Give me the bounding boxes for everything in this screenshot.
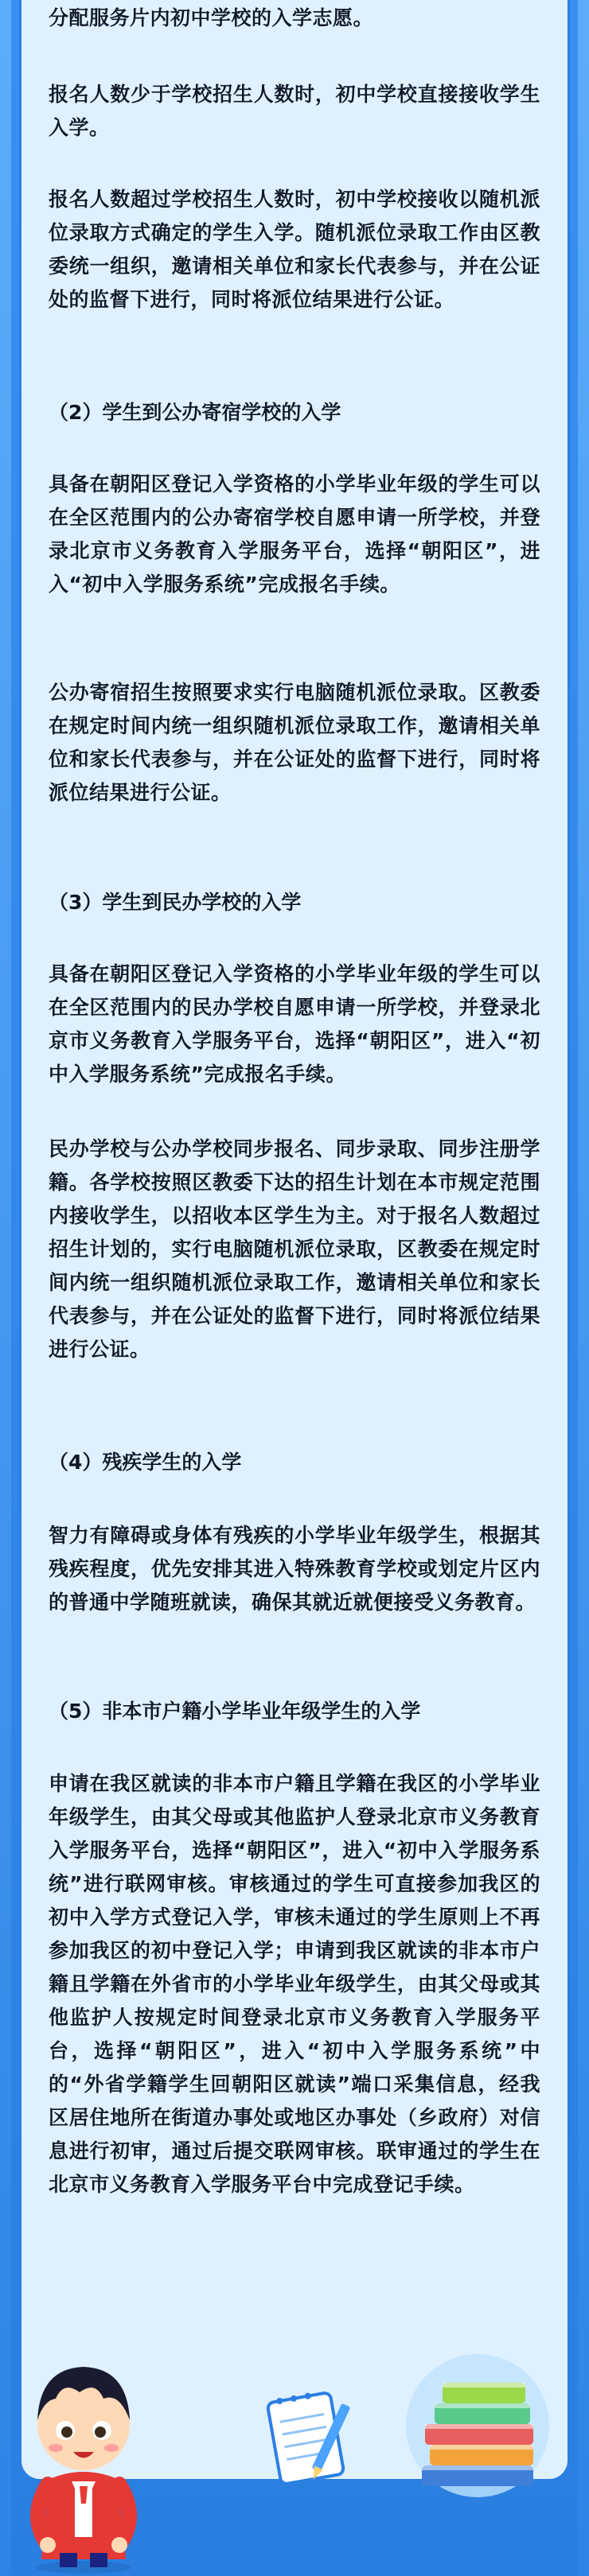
content-panel: [19, 0, 570, 2481]
section-title-public-boarding: （2）学生到公办寄宿学校的入学: [49, 401, 341, 424]
paragraph-private-enrollment: 民办学校与公办学校同步报名、同步录取、同步注册学籍。各学校按照区教委下达的招生计划在本市规定范围内接收学生，以招收本区学生为主。对于报名人数超过招生计划的，实行电脑随机派位录取，区教委在规定时间内统一组织随机派位录取工作，邀请相关单位和家长代表参与，并在公证处的监督下进行，同时将派位结果进行公证。: [49, 1137, 540, 1361]
notebook-pen-icon: [263, 2386, 358, 2489]
paragraph-fewer-applicants: 报名人数少于学校招生人数时，初中学校直接接收学生入学。: [49, 83, 540, 139]
paragraph-more-applicants: 报名人数超过学校招生人数时，初中学校接收以随机派位录取方式确定的学生入学。随机派位录取工作由区教委统一组织，邀请相关单位和家长代表参与，并在公证处的监督下进行，同时将派位结果进行公证。: [49, 188, 540, 311]
left-decorative-stripe: [0, 0, 11, 2576]
section-title-non-local-students: （5）非本市户籍小学毕业年级学生的入学: [49, 1700, 421, 1723]
stack-of-books-icon: [398, 2346, 549, 2505]
section-title-private-school: （3）学生到民办学校的入学: [49, 891, 302, 914]
section-title-disabled-students: （4）残疾学生的入学: [49, 1451, 242, 1474]
paragraph-private-application: 具备在朝阳区登记入学资格的小学毕业年级的学生可以在全区范围内的民办学校自愿申请一所学校，并登录北京市义务教育入学服务平台，选择“朝阳区”，进入“初中入学服务系统”完成报名手续。: [49, 962, 540, 1086]
right-decorative-stripe: [578, 0, 589, 2576]
paragraph-non-local-students: 申请在我区就读的非本市户籍且学籍在我区的小学毕业年级学生，由其父母或其他监护人登录北京市义务教育入学服务平台，选择“朝阳区”，进入“初中入学服务系统”进行联网审核。审核通过的学生可直接参加我区的初中入学方式登记入学，审核未通过的学生原则上不再参加我区的初中登记入学；申请到我区就读的非本市户籍且学籍在外省市的小学毕业年级学生，由其父母或其他监护人按规定时间登录北京市义务教育入学服务平台，选择“朝阳区”，进入“初中入学服务系统”中的“外省学籍学生回朝阳区就读”端口采集信息，经我区居住地所在街道办事处或地区办事处（乡政府）对信息进行初审，通过后提交联网审核。联审通过的学生在北京市义务教育入学服务平台中完成登记手续。: [49, 1772, 540, 2196]
paragraph-boarding-lottery: 公办寄宿招生按照要求实行电脑随机派位录取。区教委在规定时间内统一组织随机派位录取工作，邀请相关单位和家长代表参与，并在公证处的监督下进行，同时将派位结果进行公证。: [49, 681, 540, 804]
paragraph-boarding-application: 具备在朝阳区登记入学资格的小学毕业年级的学生可以在全区范围内的公办寄宿学校自愿申请一所学校，并登录北京市义务教育入学服务平台，选择“朝阳区”，进入“初中入学服务系统”完成报名手续。: [49, 472, 540, 596]
paragraph-volunteer-assignment: 分配服务片内初中学校的入学志愿。: [49, 6, 374, 29]
paragraph-disabled-students: 智力有障碍或身体有残疾的小学毕业年级学生，根据其残疾程度，优先安排其进入特殊教育学校或划定片区内的普通中学随班就读，确保其就近就便接受义务教育。: [49, 1524, 540, 1614]
cartoon-boy-icon: [16, 2345, 151, 2575]
